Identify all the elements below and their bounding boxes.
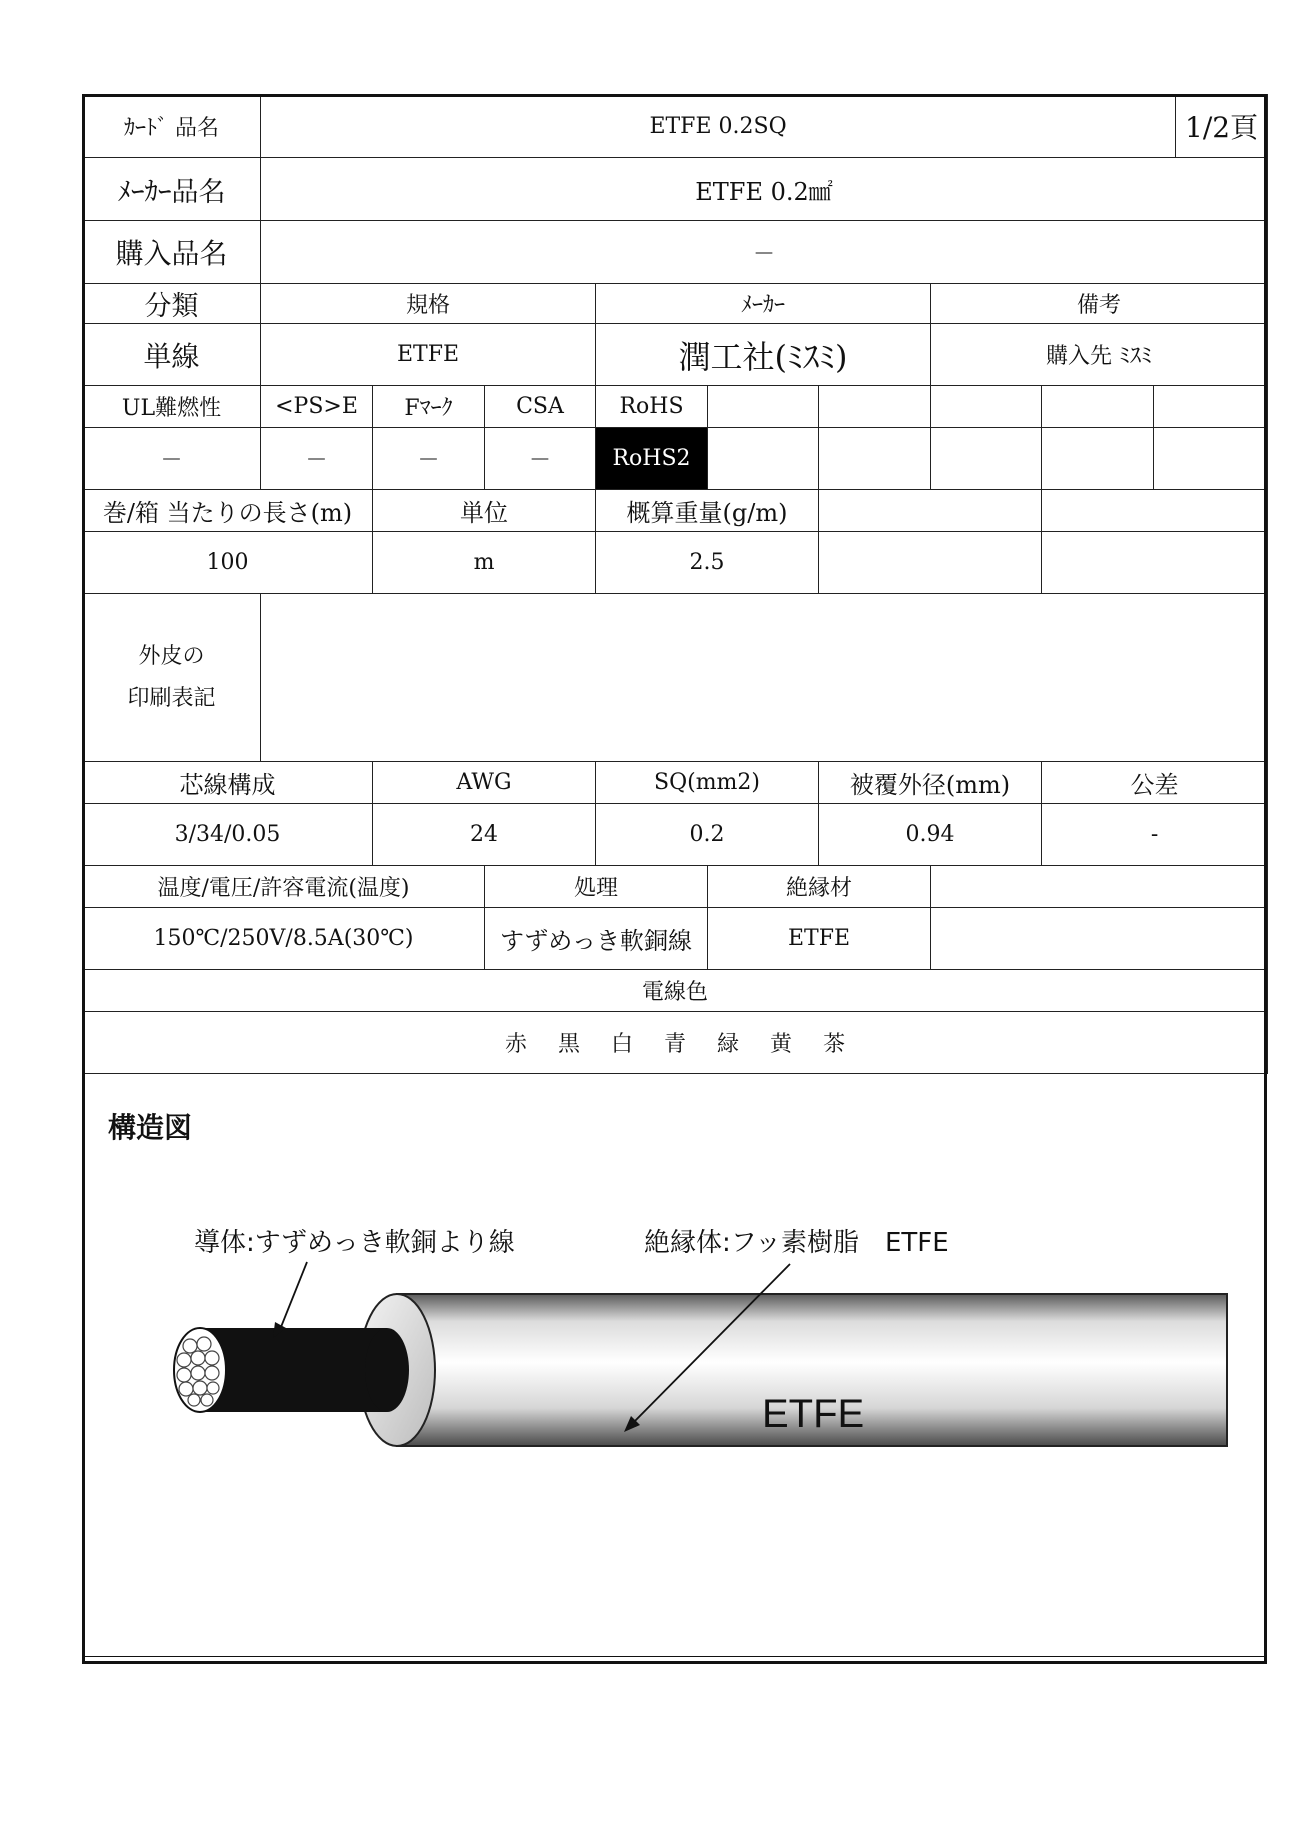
maker-value: 潤工社(ﾐｽﾐ) — [596, 324, 931, 386]
rohs-header: RoHS — [596, 386, 708, 428]
cert-empty-value-3 — [931, 428, 1042, 490]
standard-header: 規格 — [261, 284, 596, 324]
rohs-value: RoHS2 — [596, 428, 708, 490]
core-value: 3/34/0.05 — [83, 804, 373, 866]
unit-value: m — [373, 532, 596, 594]
od-value: 0.94 — [819, 804, 1042, 866]
category-value: 単線 — [83, 324, 261, 386]
wire-color-list — [83, 1012, 1268, 1074]
fmark-header: Fﾏｰｸ — [373, 386, 485, 428]
cert-empty-header-5 — [1154, 386, 1268, 428]
csa-header: CSA — [485, 386, 596, 428]
cert-empty-value-5 — [1154, 428, 1268, 490]
conductor-bundle-end — [365, 1328, 409, 1412]
wire-color-item: 黒 — [557, 1032, 580, 1057]
wire-color-item: 茶 — [823, 1032, 846, 1057]
temp-value: 150℃/250V/8.5A(30℃) — [83, 908, 485, 970]
conductor-bundle — [202, 1328, 387, 1412]
ul-value: － — [83, 428, 261, 490]
core-header: 芯線構成 — [83, 762, 373, 804]
remarks-header: 備考 — [931, 284, 1268, 324]
cable-label: ETFE — [762, 1392, 865, 1436]
print-label-line2: 印刷表記 — [127, 685, 216, 711]
pse-value: － — [261, 428, 373, 490]
treatment-header: 処理 — [485, 866, 708, 908]
maker-header: ﾒｰｶｰ — [596, 284, 931, 324]
structure-diagram — [82, 1084, 1267, 1664]
length-empty-value-2 — [1042, 532, 1268, 594]
cable-illustration — [82, 1084, 1267, 1644]
sq-value: 0.2 — [596, 804, 819, 866]
wire-color-item: 黄 — [770, 1032, 793, 1057]
cert-empty-header-4 — [1042, 386, 1154, 428]
cert-empty-header-1 — [708, 386, 819, 428]
cert-empty-header-2 — [819, 386, 931, 428]
print-label — [83, 594, 261, 762]
csa-value: － — [485, 428, 596, 490]
conductor-leader — [279, 1262, 307, 1332]
wire-color-item: 青 — [664, 1032, 687, 1057]
ul-header: UL難燃性 — [83, 386, 261, 428]
spec-table — [82, 94, 1268, 1074]
spec-sheet — [82, 94, 1267, 1664]
weight-value: 2.5 — [596, 532, 819, 594]
temp-header: 温度/電圧/許容電流(温度) — [83, 866, 485, 908]
page-number: 1/2頁 — [1176, 95, 1268, 158]
length-value: 100 — [83, 532, 373, 594]
maker-name-label: ﾒｰｶｰ品名 — [83, 158, 261, 221]
length-empty-header-1 — [819, 490, 1042, 532]
maker-name-value: ETFE 0.2㎟ — [261, 158, 1268, 221]
cert-empty-value-1 — [708, 428, 819, 490]
length-empty-header-2 — [1042, 490, 1268, 532]
wire-color-item: 白 — [611, 1032, 634, 1057]
treatment-value: すずめっき軟銅線 — [485, 908, 708, 970]
wire-color-item: 赤 — [504, 1032, 527, 1057]
rating-empty-header — [931, 866, 1268, 908]
pse-header: <PS>E — [261, 386, 373, 428]
print-label-line1: 外皮の — [138, 643, 205, 669]
tol-value: - — [1042, 804, 1268, 866]
purchase-name-label: 購入品名 — [83, 221, 261, 284]
awg-header: AWG — [373, 762, 596, 804]
wire-color-item: 緑 — [717, 1032, 740, 1057]
cert-empty-value-4 — [1042, 428, 1154, 490]
remarks-value: 購入先 ﾐｽﾐ — [931, 324, 1268, 386]
insulation-header: 絶縁材 — [708, 866, 931, 908]
length-header: 巻/箱 当たりの長さ(m) — [83, 490, 373, 532]
category-header: 分類 — [83, 284, 261, 324]
awg-value: 24 — [373, 804, 596, 866]
purchase-name-value: － — [261, 221, 1268, 284]
bottom-rule — [82, 1656, 1267, 1657]
fmark-value: － — [373, 428, 485, 490]
rating-empty-value — [931, 908, 1268, 970]
card-name-label: ｶｰﾄﾞ 品名 — [83, 95, 261, 158]
standard-value: ETFE — [261, 324, 596, 386]
insulation-callout: 絶縁体:フッ素樹脂 ETFE — [644, 1228, 949, 1258]
card-name-value: ETFE 0.2SQ — [261, 95, 1176, 158]
sq-header: SQ(mm2) — [596, 762, 819, 804]
length-empty-value-1 — [819, 532, 1042, 594]
od-header: 被覆外径(mm) — [819, 762, 1042, 804]
print-value — [261, 594, 1268, 762]
wire-color-header: 電線色 — [83, 970, 1268, 1012]
cert-empty-value-2 — [819, 428, 931, 490]
conductor-callout: 導体:すずめっき軟銅より線 — [194, 1228, 515, 1258]
weight-header: 概算重量(g/m) — [596, 490, 819, 532]
tol-header: 公差 — [1042, 762, 1268, 804]
cert-empty-header-3 — [931, 386, 1042, 428]
diagram-title: 構造図 — [108, 1111, 193, 1144]
unit-header: 単位 — [373, 490, 596, 532]
insulation-value: ETFE — [708, 908, 931, 970]
